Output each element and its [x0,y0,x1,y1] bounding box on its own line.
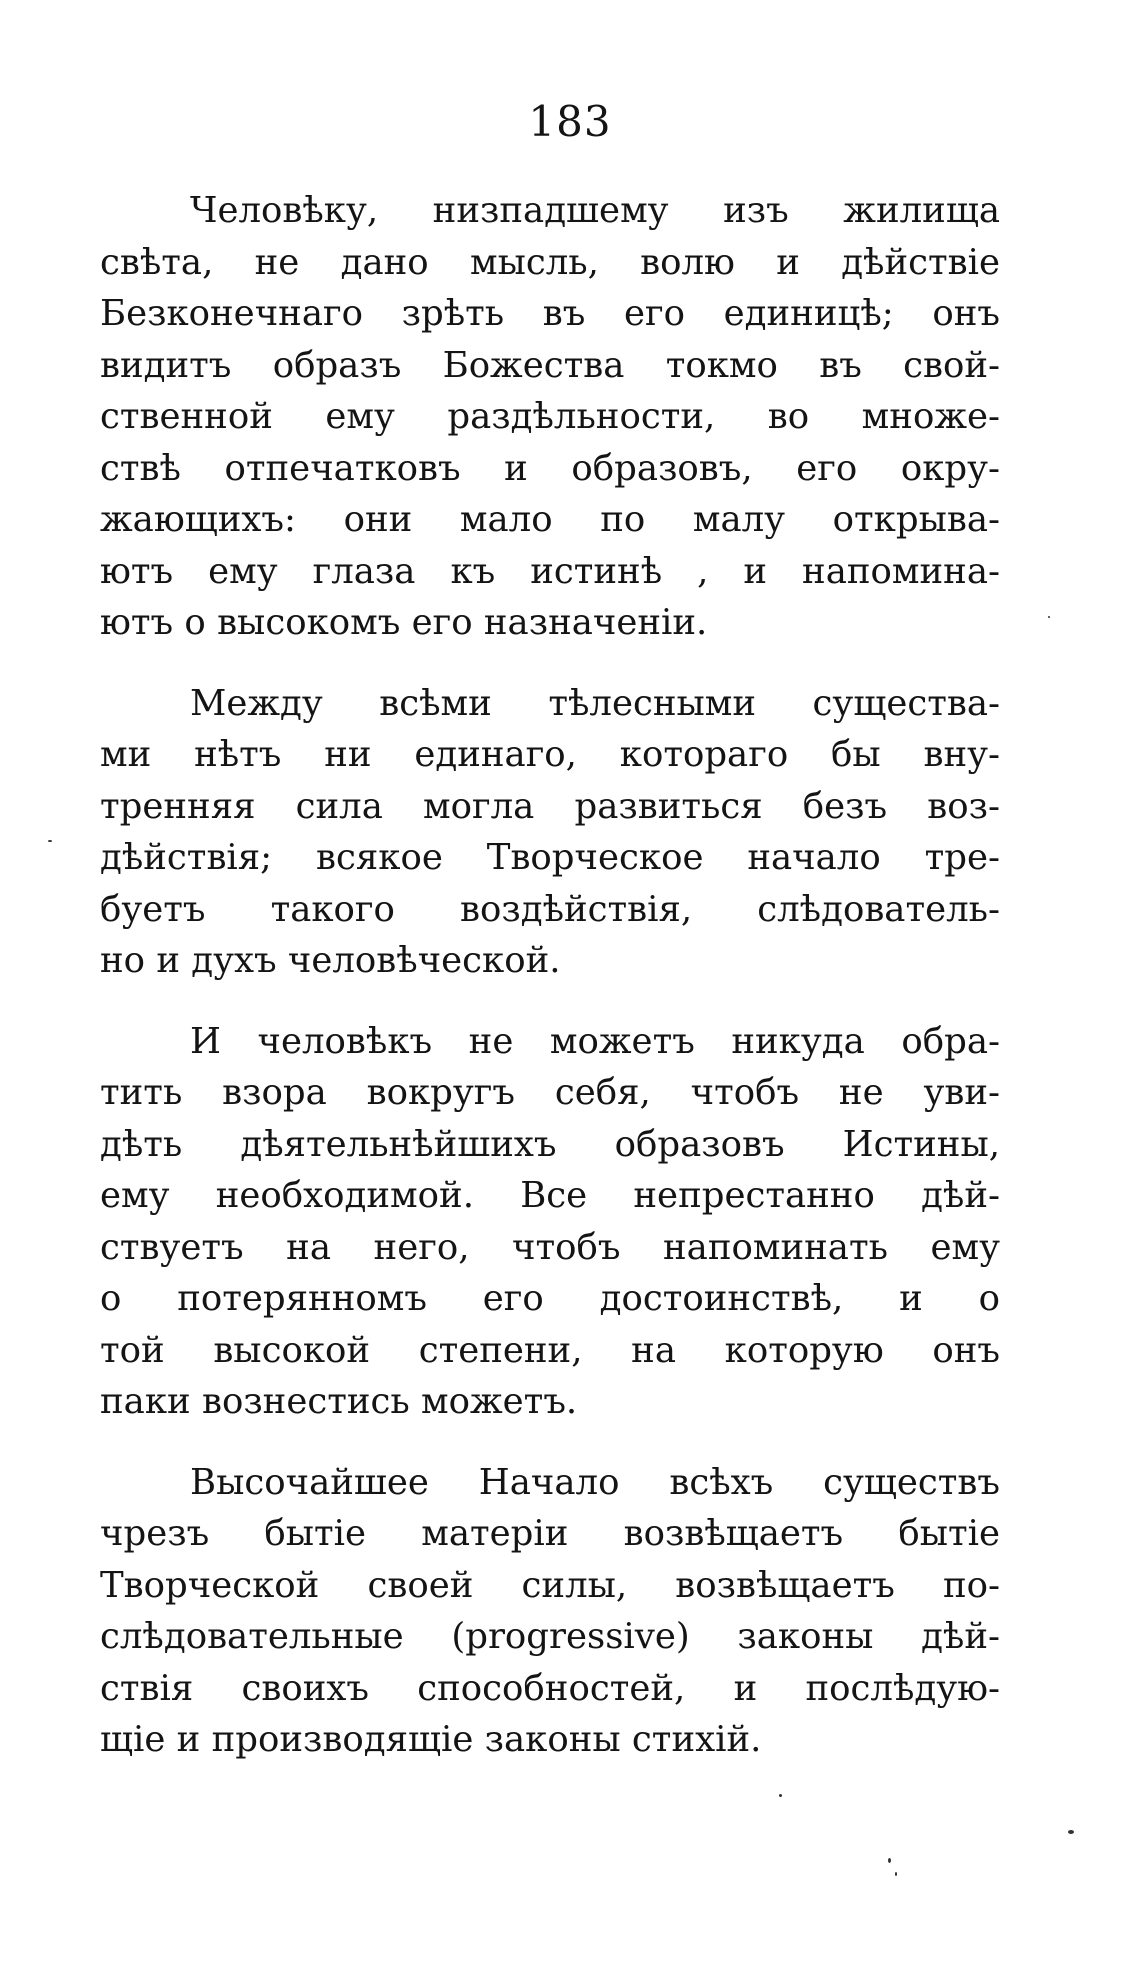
text-line: о потерянномъ его достоинствѣ, и о [100,1278,1000,1319]
text-line: Между всѣми тѣлесными существа- [190,682,1000,724]
scan-speck [1068,1830,1074,1834]
text-line: тренняя сила могла развиться безъ воз- [100,785,1000,827]
text-line: дѣть дѣятельнѣйшихъ образовъ Истины, [100,1123,1000,1165]
text-line: Безконечнаго зрѣть въ его единицѣ; онъ [100,293,1000,334]
text-line: ютъ ему глаза къ истинѣ , и напомина- [100,550,1000,592]
text-line: Творческой своей силы, возвѣщаетъ по- [100,1564,1000,1606]
text-line: свѣта, не дано мысль, волю и дѣйствіе [100,241,1000,283]
text-line: Высочайшее Начало всѣхъ существъ [190,1461,1000,1503]
text-line: Человѣку, низпадшему изъ жилища [190,190,1000,231]
scan-speck [888,1858,891,1863]
text-line: ственной ему раздѣльности, во множе- [100,396,1000,437]
scan-speck [779,1794,782,1797]
text-line: ютъ о высокомъ его назначеніи. [100,602,708,643]
paragraph [100,1016,1000,1428]
body-text [100,185,1000,1795]
text-line: И человѣкъ не можетъ никуда обра- [190,1020,1000,1062]
paragraph [100,1457,1000,1766]
page-number: 183 [528,97,612,146]
text-line: тить взора вокругъ себя, чтобъ не уви- [100,1072,1000,1113]
text-line: слѣдовательные (progressive) законы дѣй- [100,1616,1000,1657]
paragraph [100,185,1000,649]
text-line: ему необходимой. Все непрестанно дѣй- [100,1175,1000,1216]
scan-speck [1048,616,1050,618]
text-line: жающихъ: они мало по малу открыва- [100,499,1000,540]
text-line: чрезъ бытіе матеріи возвѣщаетъ бытіе [100,1513,1000,1554]
text-line: ствѣ отпечатковъ и образовъ, его окру- [100,447,1000,489]
text-line: ми нѣтъ ни единаго, котораго бы вну- [100,734,1000,775]
text-line: видитъ образъ Божества токмо въ свой- [100,344,1000,386]
paragraph [100,678,1000,987]
scan-speck [895,1872,897,1876]
text-line: ствія своихъ способностей, и послѣдую- [100,1667,1000,1709]
text-line: паки вознестись можетъ. [100,1381,578,1422]
text-line: буетъ такого воздѣйствія, слѣдователь- [100,888,1000,930]
text-line: щіе и производящіе законы стихій. [100,1719,762,1760]
text-line: но и духъ человѣческой. [100,940,561,981]
text-line: дѣйствія; всякое Творческое начало тре- [100,837,1000,878]
text-line: ствуетъ на него, чтобъ напоминать ему [100,1226,1000,1268]
text-line: той высокой степени, на которую онъ [100,1329,1000,1371]
scan-speck [48,840,52,842]
